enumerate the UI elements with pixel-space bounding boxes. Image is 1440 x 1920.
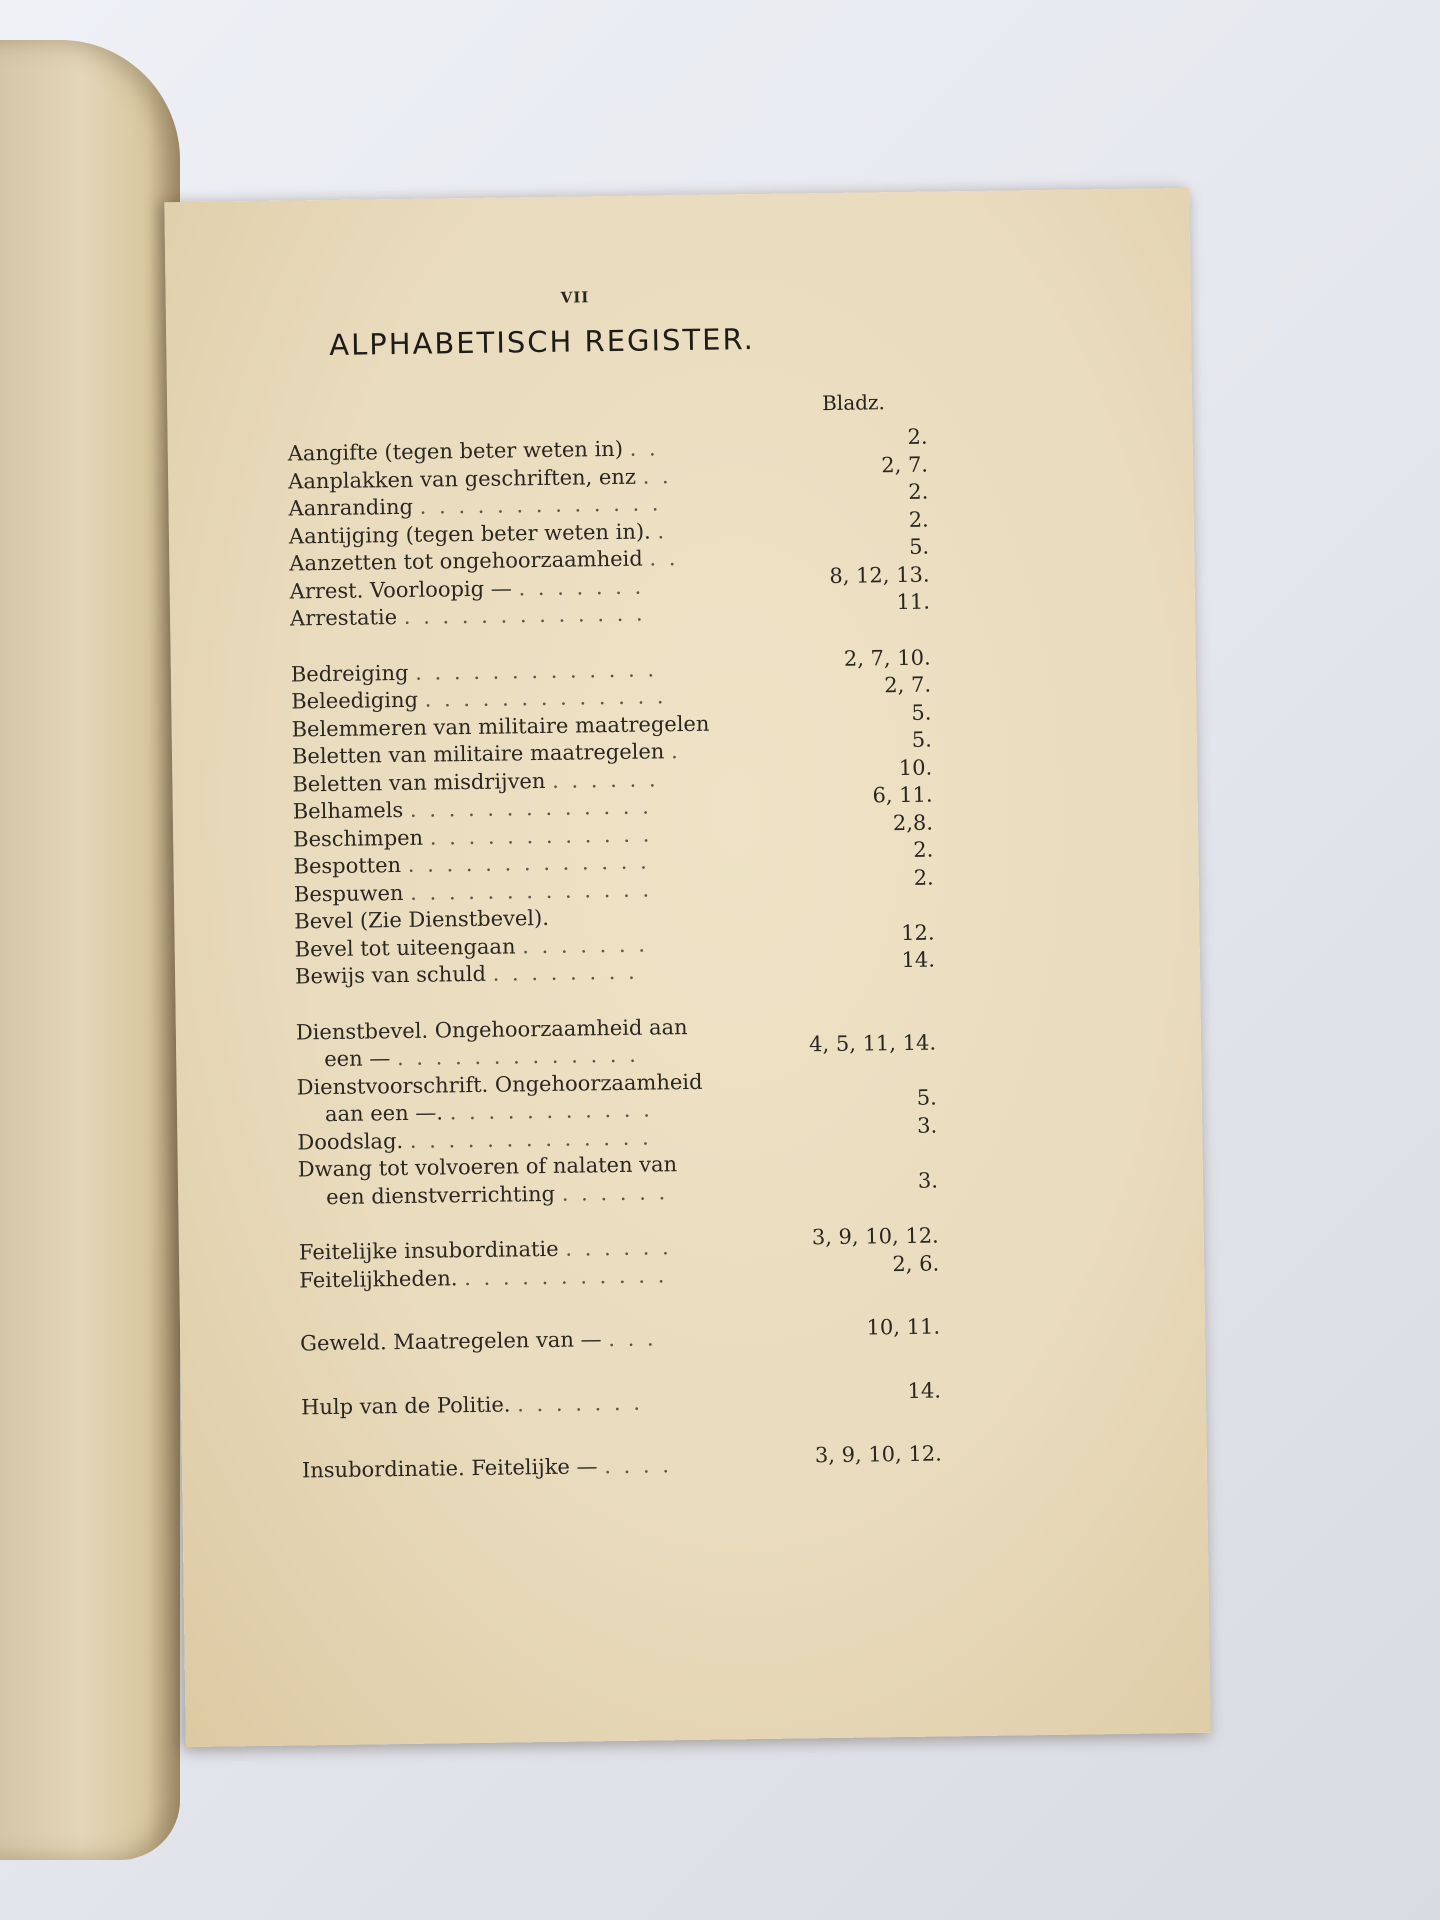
leader-dots: . . . .: [604, 1453, 673, 1479]
entry-page-refs: 2.: [913, 837, 934, 862]
entry-term: Hulp van de Politie.: [300, 1392, 511, 1419]
leader-dots: . . . . . . . . . . . .: [429, 821, 653, 850]
entry-term: Aanranding: [288, 494, 414, 521]
entry-page-refs: 2, 7.: [881, 452, 929, 477]
entry-term: Bespuwen: [293, 880, 404, 906]
entry-term: aan een —.: [324, 1100, 444, 1127]
leader-dots: . . . . . . .: [522, 932, 649, 958]
entry-term: Dienstbevel. Ongehoorzaamheid aan: [295, 1014, 688, 1044]
leader-dots: . . . . . . . . . . . . .: [403, 601, 646, 629]
entry-page-refs: 5.: [916, 1085, 938, 1110]
entry-page-refs: 4, 5, 11, 14.: [809, 1030, 937, 1057]
leader-dots: . . . . . .: [565, 1235, 672, 1261]
leader-dots: . . . . . . . . . . . . .: [409, 1125, 652, 1153]
entry-term: Dwang tot volvoeren of nalaten van: [297, 1152, 678, 1182]
entry-term: Insubordinatie. Feitelijke —: [301, 1454, 598, 1483]
entry-term: Belhamels: [292, 797, 404, 824]
entry-term: Arrest. Voorloopig —: [289, 575, 512, 604]
entry-term: Belemmeren van militaire maatregelen: [291, 711, 710, 742]
leader-dots: . .: [649, 546, 679, 571]
entry-term: een —: [324, 1046, 391, 1072]
leader-dots: . . . . . . . . . . .: [463, 1262, 668, 1290]
entry-page-refs: 5.: [911, 727, 933, 752]
entry-page-refs: 2, 6.: [892, 1251, 940, 1276]
leader-dots: .: [670, 739, 681, 764]
entry-page-refs: 5.: [911, 700, 932, 725]
entry-term: Aanzetten tot ongehoorzaamheid: [289, 546, 643, 576]
entry-term: Arrestatie: [289, 605, 398, 631]
leader-dots: . . . . . . .: [517, 1390, 644, 1416]
leader-dots: . . . . . .: [561, 1179, 669, 1206]
entry-term: Beleediging: [291, 687, 419, 714]
entry-page-refs: 10, 11.: [866, 1314, 941, 1340]
entry-term: Feitelijkheden.: [299, 1265, 458, 1292]
entry-page-refs: 11.: [896, 589, 931, 615]
leader-dots: . .: [642, 463, 672, 489]
entry-term: Bevel tot uiteengaan: [294, 933, 516, 961]
leader-dots: . . . . . . .: [518, 574, 645, 600]
leader-dots: . . . . . . . . . . . . .: [409, 876, 653, 905]
entry-term: Beletten van militaire maatregelen: [291, 739, 665, 769]
entry-term: Bedreiging: [290, 660, 409, 687]
entry-term: Bevel (Zie Dienstbevel).: [294, 905, 550, 934]
register-entries: [287, 424, 943, 1485]
entry-term: Aangifte (tegen beter weten in): [287, 436, 624, 466]
left-page-edge: [0, 40, 180, 1860]
entry-page-refs: 2, 7, 10.: [843, 645, 931, 671]
entry-term: Geweld. Maatregelen van —: [300, 1327, 602, 1356]
entry-term: Aanplakken van geschriften, enz: [288, 464, 637, 494]
entry-term: Bewijs van schuld: [294, 961, 487, 989]
entry-page-refs: 3.: [917, 1113, 938, 1138]
entry-page-refs: 2, 7.: [884, 672, 932, 698]
entry-page-refs: 12.: [900, 920, 935, 945]
entry-page-refs: 3.: [917, 1168, 939, 1193]
page-title: ALPHABETISCH REGISTER.: [329, 322, 756, 362]
entry-term: Aantijging (tegen beter weten in).: [288, 518, 651, 549]
leader-dots: . . . . . . . . . . . . .: [396, 1042, 640, 1071]
entry-page-refs: 8, 12, 13.: [829, 562, 930, 588]
leader-dots: . . . . . . . .: [492, 959, 638, 986]
leader-dots: . .: [629, 436, 659, 461]
leader-dots: . . . . . . . . . . . . .: [419, 491, 662, 519]
entry-page-refs: 6, 11.: [872, 782, 933, 808]
entry-page-refs: 2.: [908, 507, 929, 532]
leader-dots: . . . . . . . . . . . . .: [424, 684, 667, 712]
entry-page-refs: 3, 9, 10, 12.: [811, 1223, 939, 1250]
entry-term: een dienstverrichting: [325, 1181, 556, 1209]
column-header-bladz: Bladz.: [821, 390, 886, 416]
entry-page-refs: 2,8.: [892, 810, 934, 835]
page-number: VII: [560, 288, 590, 307]
entry-term: Beschimpen: [292, 825, 424, 851]
entry-page-refs: 2.: [913, 865, 934, 890]
leader-dots: . . . . . . . . . . . . .: [414, 656, 658, 685]
entry-page-refs: 5.: [908, 534, 930, 559]
register-page: [164, 188, 1210, 1747]
leader-dots: . . . . . . . . . . .: [449, 1097, 654, 1125]
entry-page-refs: 10.: [898, 755, 933, 780]
entry-term: Beletten van misdrijven: [292, 768, 546, 796]
entry-page-refs: 2.: [908, 479, 929, 504]
entry-term: Dienstvoorschrift. Ongehoorzaamheid: [296, 1069, 703, 1099]
entry-page-refs: 14.: [907, 1378, 942, 1403]
entry-term: Feitelijke insubordinatie: [298, 1236, 559, 1265]
entry-term: Doodslag.: [297, 1128, 404, 1154]
leader-dots: .: [657, 518, 668, 543]
entry-page-refs: 14.: [901, 947, 936, 973]
leader-dots: . . . . . . . . . . . . .: [409, 794, 652, 822]
leader-dots: . . . . . .: [551, 766, 659, 793]
entry-term: Bespotten: [293, 852, 402, 879]
entry-page-refs: 3, 9, 10, 12.: [814, 1441, 942, 1468]
leader-dots: . . . . . . . . . . . . .: [407, 849, 650, 877]
entry-page-refs: 2.: [907, 424, 928, 449]
leader-dots: . . .: [608, 1326, 657, 1352]
